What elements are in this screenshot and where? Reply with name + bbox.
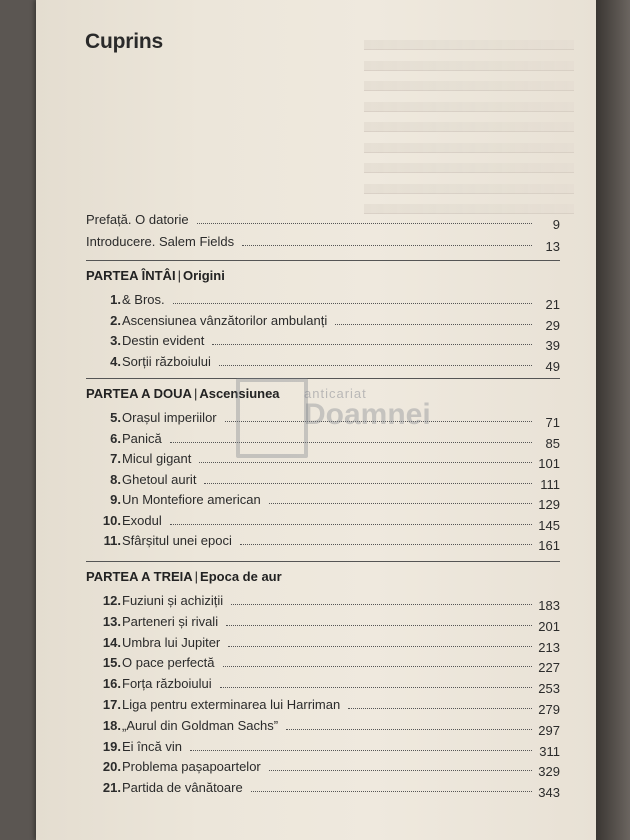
page-number: 129	[538, 497, 560, 512]
entry-title: Sfârșitul unei epoci	[122, 533, 232, 548]
page-number: 201	[538, 618, 560, 634]
toc-entry	[36, 780, 596, 800]
dot-leader	[335, 324, 532, 325]
dot-leader	[269, 503, 532, 504]
chapter-number: 15.	[102, 655, 121, 671]
entry-title: Liga pentru exterminarea lui Harriman	[122, 697, 341, 712]
page-number: 111	[540, 476, 560, 492]
entry-title: „Aurul din Goldman Sachs”	[122, 717, 279, 733]
entry-title: O pace perfectă	[122, 655, 215, 671]
dot-leader	[190, 750, 532, 751]
toc-entry	[36, 513, 596, 533]
entry-title: Panică	[122, 430, 162, 446]
page-number: 343	[538, 785, 560, 801]
chapter-number: 8.	[110, 471, 121, 487]
chapter-number: 2.	[110, 312, 121, 328]
entry-title: Ei încă vin	[122, 738, 182, 754]
toc-entry	[36, 655, 596, 675]
watermark-text-large: Doamnei	[304, 398, 431, 431]
watermark-logo	[236, 378, 308, 458]
page-number: 227	[538, 660, 560, 676]
section-rule	[86, 378, 560, 379]
section-rule	[86, 260, 560, 261]
dot-leader	[173, 303, 532, 304]
chapter-number: 9.	[110, 492, 121, 507]
chapter-number: 19.	[102, 738, 121, 754]
part-name: Epoca de aur	[200, 569, 282, 584]
page-number: 279	[538, 702, 560, 717]
chapter-number: 1.	[110, 292, 121, 307]
dot-leader	[220, 687, 532, 688]
page-number: 329	[538, 764, 560, 780]
toc-entry	[36, 593, 596, 613]
chapter-number: 13.	[102, 613, 121, 629]
chapter-number: 21.	[102, 780, 121, 796]
page-number: 49	[545, 358, 560, 374]
page-number: 13	[545, 239, 560, 254]
chapter-number: 16.	[102, 676, 121, 692]
page-number: 101	[538, 456, 560, 471]
toc-entry	[36, 234, 596, 254]
toc-entry	[36, 739, 596, 759]
entry-title: Exodul	[122, 512, 162, 528]
dot-leader	[223, 666, 533, 667]
toc-entry	[36, 492, 596, 512]
chapter-number: 18.	[102, 717, 121, 733]
chapter-number: 4.	[110, 353, 121, 369]
toc-entry	[36, 614, 596, 634]
page-number: 9	[552, 217, 560, 232]
toc-entry	[36, 313, 596, 333]
dot-leader	[231, 604, 532, 605]
toc-entry	[36, 212, 596, 232]
page-number: 39	[545, 338, 560, 353]
part-name: Ascensiunea	[199, 386, 280, 401]
chapter-number: 6.	[110, 430, 121, 446]
dot-leader	[348, 708, 532, 709]
dot-leader	[242, 245, 532, 246]
book-page	[36, 0, 596, 840]
background-edge	[596, 0, 630, 840]
entry-title: & Bros.	[122, 292, 165, 307]
dot-leader	[228, 646, 532, 647]
page-number: 145	[538, 517, 560, 533]
entry-title: Destin evident	[122, 333, 205, 348]
toc-entry	[36, 676, 596, 696]
chapter-number: 14.	[102, 634, 121, 650]
dot-leader	[226, 625, 532, 626]
dot-leader	[170, 524, 532, 525]
page-number: 29	[545, 317, 560, 333]
entry-title: Parteneri și rivali	[122, 613, 219, 629]
entry-title: Orașul imperiilor	[122, 410, 217, 425]
entry-title: Un Montefiore american	[122, 492, 261, 507]
dot-leader	[286, 729, 532, 730]
dot-leader	[197, 223, 532, 224]
part-name: Origini	[182, 268, 225, 283]
toc-entry	[36, 431, 596, 451]
dot-leader	[269, 770, 532, 771]
entry-title: Forța războiului	[122, 676, 212, 692]
chapter-number: 20.	[102, 759, 121, 775]
page-number: 161	[538, 538, 560, 553]
dot-leader	[204, 483, 532, 484]
page-number: 253	[538, 681, 560, 697]
bleed-through-lines	[364, 40, 574, 225]
chapter-number: 17.	[102, 697, 121, 712]
page-number: 297	[538, 722, 560, 738]
page-number: 213	[538, 639, 560, 655]
part-separator: |	[193, 386, 198, 401]
toc-entry	[36, 697, 596, 717]
toc-entry	[36, 759, 596, 779]
section-rule	[86, 561, 560, 562]
entry-title: Prefață. O datorie	[86, 212, 189, 227]
chapter-number: 5.	[110, 410, 121, 425]
part-heading	[86, 569, 282, 584]
dot-leader	[170, 442, 532, 443]
toc-entry	[36, 333, 596, 353]
entry-title: Fuziuni și achiziții	[122, 593, 224, 608]
toc-entry	[36, 451, 596, 471]
entry-title: Sorții războiului	[122, 353, 211, 369]
page-number: 311	[539, 743, 560, 759]
entry-title: Umbra lui Jupiter	[122, 634, 221, 650]
toc-entry	[36, 635, 596, 655]
toc-entry	[36, 533, 596, 553]
toc-entry	[36, 472, 596, 492]
part-label: PARTEA A DOUA	[86, 386, 192, 401]
chapter-number: 10.	[102, 512, 121, 528]
page-number: 85	[545, 435, 560, 451]
dot-leader	[251, 791, 532, 792]
dot-leader	[240, 544, 532, 545]
toc-entry	[36, 718, 596, 738]
chapter-number: 3.	[110, 333, 121, 348]
chapter-number: 12.	[102, 593, 121, 608]
chapter-number: 7.	[110, 451, 121, 466]
entry-title: Problema pașapoartelor	[122, 759, 261, 775]
entry-title: Ghetoul aurit	[122, 471, 197, 487]
watermark-text-small: anticariat	[304, 386, 367, 401]
part-label: PARTEA A TREIA	[86, 569, 193, 584]
part-separator: |	[194, 569, 199, 584]
toc-entry	[36, 354, 596, 374]
dot-leader	[219, 365, 532, 366]
page-number: 21	[545, 297, 560, 312]
dot-leader	[199, 462, 532, 463]
entry-title: Ascensiunea vânzătorilor ambulanți	[122, 312, 328, 328]
part-label: PARTEA ÎNTÂI	[86, 268, 176, 283]
page-title: Cuprins	[85, 30, 163, 53]
part-heading	[86, 268, 225, 283]
entry-title: Introducere. Salem Fields	[86, 234, 235, 249]
entry-title: Micul gigant	[122, 451, 192, 466]
part-separator: |	[177, 268, 181, 283]
page-number: 71	[545, 415, 560, 430]
dot-leader	[212, 344, 532, 345]
page-number: 183	[538, 598, 560, 613]
entry-title: Partida de vânătoare	[122, 780, 243, 796]
toc-entry	[36, 292, 596, 312]
chapter-number: 11.	[103, 533, 121, 548]
